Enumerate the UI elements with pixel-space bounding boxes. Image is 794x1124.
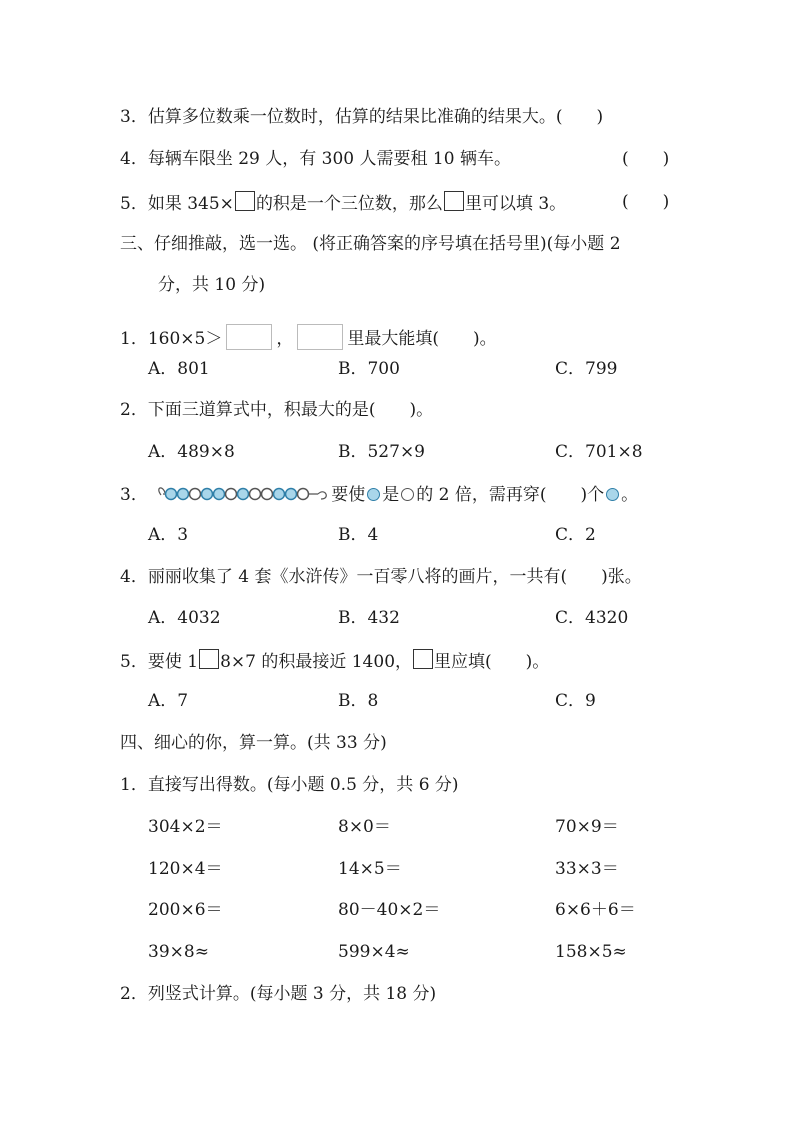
option-c[interactable]: C．799 (555, 359, 618, 379)
item-number: 3． (120, 485, 148, 505)
section-3-heading-cont: 分，共 10 分) (158, 275, 266, 295)
item-text: 估算多位数乘一位数时，估算的结果比准确的结果大。( ) (147, 107, 604, 127)
answer-paren[interactable]: ( ) (622, 192, 670, 212)
blank-box[interactable] (199, 649, 219, 669)
item-text-pre: 要使 1 (147, 652, 199, 672)
item-text-mid: 8×7 的积最接近 1400， (220, 652, 413, 672)
calc-item: 200×6＝ (148, 900, 223, 920)
option-a[interactable]: A．4032 (148, 608, 221, 628)
blank-box[interactable] (235, 191, 255, 211)
calc-item: 304×2＝ (148, 817, 223, 837)
section-4-q2: 2．列竖式计算。(每小题 3 分，共 18 分) (120, 984, 437, 1004)
item-text-post: 里最大能填( )。 (347, 329, 497, 349)
choice-question-4 (120, 566, 642, 588)
item-text-mid: ， (276, 329, 294, 349)
item-text-mid2: 的 2 倍，需再穿( )个 (416, 485, 605, 505)
judge-item-5 (120, 191, 566, 215)
option-b[interactable]: B．527×9 (338, 442, 426, 462)
option-a[interactable]: A．801 (148, 359, 210, 379)
judge-item-4 (120, 148, 511, 170)
option-a[interactable]: A．3 (148, 525, 189, 545)
item-text-post: 里应填( )。 (434, 652, 550, 672)
calc-item: 599×4≈ (338, 942, 410, 962)
option-c[interactable]: C．9 (555, 691, 596, 711)
choice-question-2 (120, 399, 433, 421)
option-c[interactable]: C．701×8 (555, 442, 643, 462)
item-text: 丽丽收集了 4 套《水浒传》一百零八将的画片，一共有( )张。 (147, 567, 642, 587)
item-number: 3． (120, 107, 148, 127)
blue-bead-icon (606, 488, 619, 501)
option-b[interactable]: B．8 (338, 691, 379, 711)
calc-item: 70×9＝ (555, 817, 619, 837)
blank-box[interactable] (297, 324, 343, 350)
calc-item: 33×3＝ (555, 859, 619, 879)
calc-item: 6×6＋6＝ (555, 900, 636, 920)
item-text-mid1: 是 (382, 485, 400, 505)
section-4-q1: 1．直接写出得数。(每小题 0.5 分，共 6 分) (120, 775, 459, 795)
item-text-post: 。 (621, 485, 639, 505)
section-3-heading: 三、仔细推敲，选一选。 (将正确答案的序号填在括号里)(每小题 2 (120, 234, 621, 254)
blank-box[interactable] (413, 649, 433, 669)
calc-item: 80－40×2＝ (338, 900, 441, 920)
option-b[interactable]: B．432 (338, 608, 400, 628)
item-number: 4． (120, 149, 148, 169)
answer-paren[interactable]: ( ) (622, 149, 670, 169)
bead-string-image (153, 483, 331, 505)
choice-question-1 (120, 324, 497, 350)
item-text-mid: 的积是一个三位数，那么 (255, 194, 443, 214)
option-c[interactable]: C．2 (555, 525, 596, 545)
calc-item: 8×0＝ (338, 817, 391, 837)
option-b[interactable]: B．700 (338, 359, 400, 379)
choice-question-5 (120, 649, 549, 673)
calc-item: 158×5≈ (555, 942, 627, 962)
option-c[interactable]: C．4320 (555, 608, 629, 628)
blank-box[interactable] (226, 324, 272, 350)
item-text-pre: 160×5＞ (147, 329, 223, 349)
item-number: 2． (120, 400, 148, 420)
option-a[interactable]: A．7 (148, 691, 189, 711)
calc-item: 120×4＝ (148, 859, 223, 879)
option-a[interactable]: A．489×8 (148, 442, 235, 462)
calc-item: 14×5＝ (338, 859, 402, 879)
calc-item: 39×8≈ (148, 942, 209, 962)
item-text-pre: 要使 (331, 485, 366, 505)
item-text: 每辆车限坐 29 人，有 300 人需要租 10 辆车。 (147, 149, 511, 169)
section-4-heading: 四、细心的你，算一算。(共 33 分) (120, 733, 387, 753)
item-text-pre: 如果 345× (147, 194, 234, 214)
item-text: 下面三道算式中，积最大的是( )。 (147, 400, 434, 420)
judge-item-3 (120, 106, 603, 128)
choice-question-3 (120, 483, 638, 506)
option-b[interactable]: B．4 (338, 525, 379, 545)
item-number: 5． (120, 652, 148, 672)
item-number: 5． (120, 194, 148, 214)
blue-bead-icon (367, 488, 380, 501)
item-number: 4． (120, 567, 148, 587)
item-number: 1． (120, 329, 148, 349)
white-bead-icon (401, 488, 414, 501)
item-text-post: 里可以填 3。 (464, 194, 567, 214)
blank-box[interactable] (444, 191, 464, 211)
